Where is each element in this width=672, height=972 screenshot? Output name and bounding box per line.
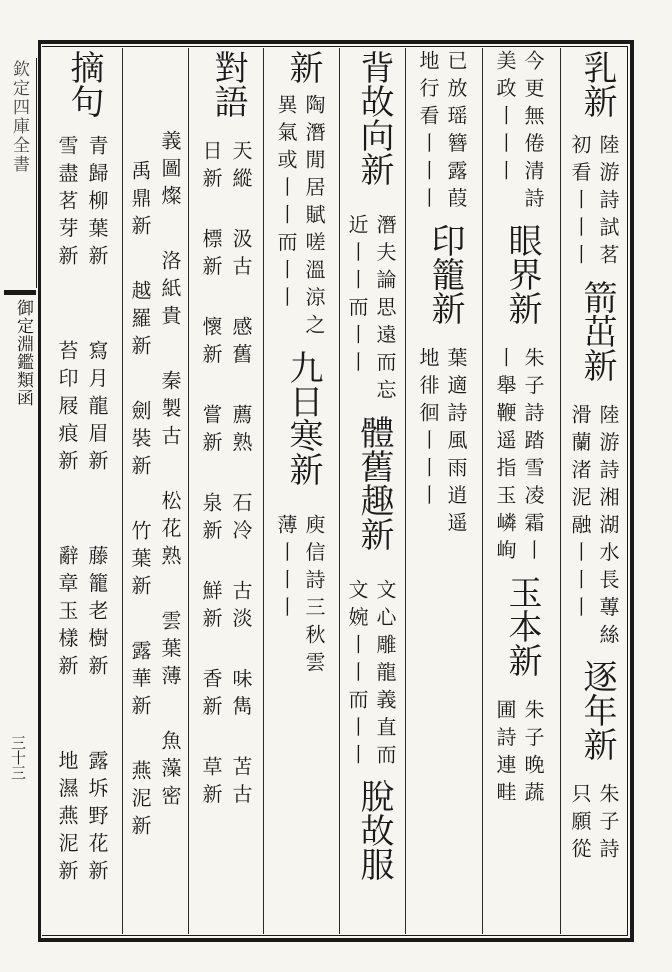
phrase-entry: 越羅新 xyxy=(128,280,152,363)
phrase-entry: 藤籠老樹新 xyxy=(85,545,109,683)
phrase-entry: 薦熟 xyxy=(229,404,253,459)
commentary-text: 朱子詩踏雪凌霜丨 xyxy=(521,347,545,567)
commentary-text: 只願從 xyxy=(568,783,592,866)
text-column-6 xyxy=(192,50,264,934)
text-column-7 xyxy=(126,50,188,934)
heading-term: 逐年新 xyxy=(577,659,617,761)
commentary-text: 地徘徊丨丨丨 xyxy=(416,347,440,512)
heading-term: 背故向新 xyxy=(354,50,394,186)
text-column-3 xyxy=(409,50,481,934)
commentary-text: 文婉丨丨而丨丨 xyxy=(345,578,369,771)
column-rule xyxy=(339,48,340,934)
heading-term: 新 xyxy=(283,50,323,84)
phrase-entry: 嘗新 xyxy=(199,404,223,459)
phrase-entry: 秦製古 xyxy=(158,370,182,453)
column-rule xyxy=(560,48,561,934)
commentary-text: 圃詩連畦 xyxy=(493,699,517,809)
commentary-text: 美政丨丨丨 xyxy=(493,50,517,188)
phrase-entry: 味雋 xyxy=(229,668,253,723)
edge-mark-text: 欽定四庫全書 xyxy=(9,60,29,174)
phrase-entry: 天縱 xyxy=(229,140,253,195)
commentary-text: 初看丨丨丨 xyxy=(568,134,592,272)
heading-term: 九日寒新 xyxy=(283,349,323,486)
phrase-entry: 竹葉新 xyxy=(128,520,152,603)
commentary-text: 庾信詩三秋雲 xyxy=(302,513,326,679)
leaf-number: 三十三 xyxy=(9,735,27,780)
phrase-entry: 苔印屐痕新 xyxy=(55,340,79,478)
phrase-entry: 鮮新 xyxy=(199,580,223,635)
phrase-entry: 露華新 xyxy=(128,640,152,723)
phrase-entry: 汲古 xyxy=(229,228,253,283)
heading-term: 箭茁新 xyxy=(577,279,617,382)
heading-term: 對語 xyxy=(208,50,248,118)
phrase-entry: 草新 xyxy=(199,756,223,811)
heading-term: 摘句 xyxy=(64,50,104,118)
commentary-text: 朱子詩 xyxy=(596,783,620,866)
phrase-entry: 地濕燕泥新 xyxy=(55,750,79,888)
commentary-text: 潛夫論思遠而忘 xyxy=(373,214,397,407)
commentary-text: 近丨丨而丨丨 xyxy=(345,214,369,379)
phrase-entry: 泉新 xyxy=(199,492,223,547)
text-column-8 xyxy=(46,50,122,934)
phrase-entry: 寫月龍眉新 xyxy=(85,340,109,478)
column-rule xyxy=(482,48,483,934)
commentary-text: 異氣或丨丨而丨丨 xyxy=(274,94,298,314)
heading-term: 乳新 xyxy=(577,50,617,118)
phrase-entry: 香新 xyxy=(199,668,223,723)
column-rule xyxy=(188,48,189,934)
phrase-entry: 青歸柳葉新 xyxy=(85,135,109,273)
phrase-entry: 義圖燦 xyxy=(158,130,182,213)
commentary-text: 陸游詩湘湖水長蓴絲 xyxy=(596,403,620,651)
commentary-text: 文心雕龍義直而 xyxy=(373,578,397,771)
phrase-entry: 松花熟 xyxy=(158,490,182,573)
text-column-1 xyxy=(564,50,630,934)
phrase-entry: 古淡 xyxy=(229,580,253,635)
text-column-5 xyxy=(267,50,339,934)
text-column-4 xyxy=(343,50,405,934)
heading-term: 體舊趣新 xyxy=(354,414,394,551)
phrase-entry: 劍裝新 xyxy=(128,400,152,483)
column-rule xyxy=(122,48,123,934)
commentary-text: 今更無倦清詩 xyxy=(521,50,545,215)
phrase-entry: 燕泥新 xyxy=(128,760,152,843)
phrase-entry: 懷新 xyxy=(199,316,223,371)
commentary-text: 地行看丨丨丨 xyxy=(416,50,440,215)
book-title-tab: 御定淵鑑類函 xyxy=(4,290,36,499)
heading-term: 玉本新 xyxy=(502,575,542,677)
phrase-entry: 石冷 xyxy=(229,492,253,547)
phrase-entry: 魚藻密 xyxy=(158,730,182,813)
commentary-text: 已放瑶簪露葭 xyxy=(444,50,468,215)
commentary-text: 朱子晚蔬 xyxy=(521,699,545,809)
commentary-text: 薄丨丨丨 xyxy=(274,513,298,624)
phrase-entry: 感舊 xyxy=(229,316,253,371)
phrase-entry: 標新 xyxy=(199,228,223,283)
phrase-entry: 辭章玉樣新 xyxy=(55,545,79,683)
phrase-entry: 日新 xyxy=(199,140,223,195)
heading-term: 印籠新 xyxy=(425,223,465,325)
commentary-text: 丨舉鞭遥指玉嶙峋 xyxy=(493,347,517,567)
commentary-text: 葉適詩風雨逍遥 xyxy=(444,347,468,540)
phrase-entry: 雲葉薄 xyxy=(158,610,182,693)
text-column-2 xyxy=(486,50,558,934)
commentary-text: 陸游詩試茗 xyxy=(596,134,620,272)
heading-term: 眼界新 xyxy=(502,223,542,325)
column-rule xyxy=(405,48,406,934)
phrase-entry: 洛紙貴 xyxy=(158,250,182,333)
phrase-entry: 禹鼎新 xyxy=(128,160,152,243)
phrase-entry: 苫古 xyxy=(229,756,253,811)
commentary-text: 滑蘭渚泥融丨丨丨 xyxy=(568,403,592,624)
phrase-entry: 雪盡茗芽新 xyxy=(55,135,79,273)
heading-term: 脫故服 xyxy=(354,779,394,881)
commentary-text: 陶潛閒居賦嗟溫涼之 xyxy=(302,94,326,342)
phrase-entry: 露坼野花新 xyxy=(85,750,109,888)
